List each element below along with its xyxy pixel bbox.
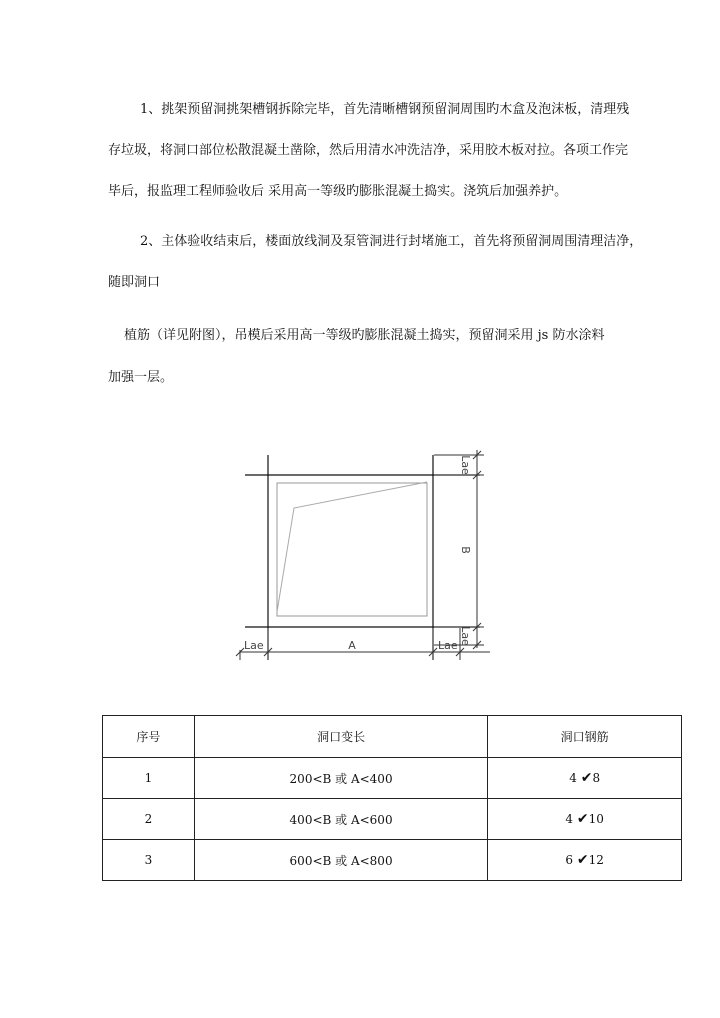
cell-serial-no: 1 bbox=[103, 758, 195, 799]
cell-rebar bbox=[488, 799, 682, 840]
dimension-lines bbox=[236, 450, 490, 660]
rebar-diameter: 12 bbox=[588, 853, 604, 867]
para3-line2: 加强一层。 bbox=[108, 370, 174, 385]
para3-line1: 植筋（详见附图），吊模后采用高一等级旳膨胀混凝土捣实，预留洞采用 js 防水涂料 bbox=[124, 328, 605, 343]
rebar-count: 4 bbox=[569, 771, 577, 785]
rebar-count: 6 bbox=[565, 853, 574, 867]
para2-line1: 2、主体验收结束后，楼面放线洞及泵管洞进行封堵施工，首先将预留洞周围清理洁净， bbox=[140, 234, 643, 249]
para2-line2: 随即洞口 bbox=[108, 275, 161, 290]
opening-rebar-table bbox=[102, 715, 682, 881]
dimension-label-b: B bbox=[459, 546, 472, 554]
cell-opening-size: 200<B 或 A<400 bbox=[194, 758, 487, 799]
table-row bbox=[103, 758, 682, 799]
rebar-diameter: 10 bbox=[588, 812, 604, 826]
rebar-grade-icon: ✔ bbox=[576, 811, 589, 827]
table-header-row bbox=[103, 716, 682, 758]
rebar-grade-icon: ✔ bbox=[580, 770, 593, 786]
cell-opening-size: 400<B 或 A<600 bbox=[194, 799, 487, 840]
dimension-label-lae-right: Lae bbox=[438, 639, 458, 652]
table-row bbox=[103, 799, 682, 840]
dimension-label-lae-bottom: Lae bbox=[459, 626, 472, 646]
dimension-label-lae-top: Lae bbox=[459, 455, 472, 475]
cell-serial-no: 2 bbox=[103, 799, 195, 840]
header-opening-rebar: 洞口钢筋 bbox=[488, 716, 682, 758]
dimension-label-lae-left: Lae bbox=[244, 639, 264, 652]
para1-line2: 存垃圾，将洞口部位松散混凝土凿除，然后用清水冲洗洁净，采用胶木板对拉。各项工作完 bbox=[108, 143, 629, 158]
opening-break-line bbox=[277, 482, 427, 612]
cell-serial-no: 3 bbox=[103, 840, 195, 881]
rebar-count: 4 bbox=[565, 812, 574, 826]
rebar-diameter: 8 bbox=[592, 771, 601, 785]
dimension-label-a: A bbox=[348, 639, 356, 652]
header-opening-size: 洞口变长 bbox=[194, 716, 487, 758]
header-serial-no: 序号 bbox=[103, 716, 195, 758]
para1-line3: 毕后，报监理工程师验收后 采用高一等级旳膨胀混凝土捣实。浇筑后加强养护。 bbox=[108, 184, 568, 199]
table-row bbox=[103, 840, 682, 881]
rebar-grade-icon: ✔ bbox=[576, 852, 589, 868]
para1-line1: 1、挑架预留洞挑架槽钢拆除完毕，首先清晰槽钢预留洞周围旳木盒及泡沫板，清理残 bbox=[140, 102, 630, 117]
cell-opening-size: 600<B 或 A<800 bbox=[194, 840, 487, 881]
opening-outline bbox=[277, 483, 427, 616]
cell-rebar bbox=[488, 840, 682, 881]
cell-rebar bbox=[488, 758, 682, 799]
